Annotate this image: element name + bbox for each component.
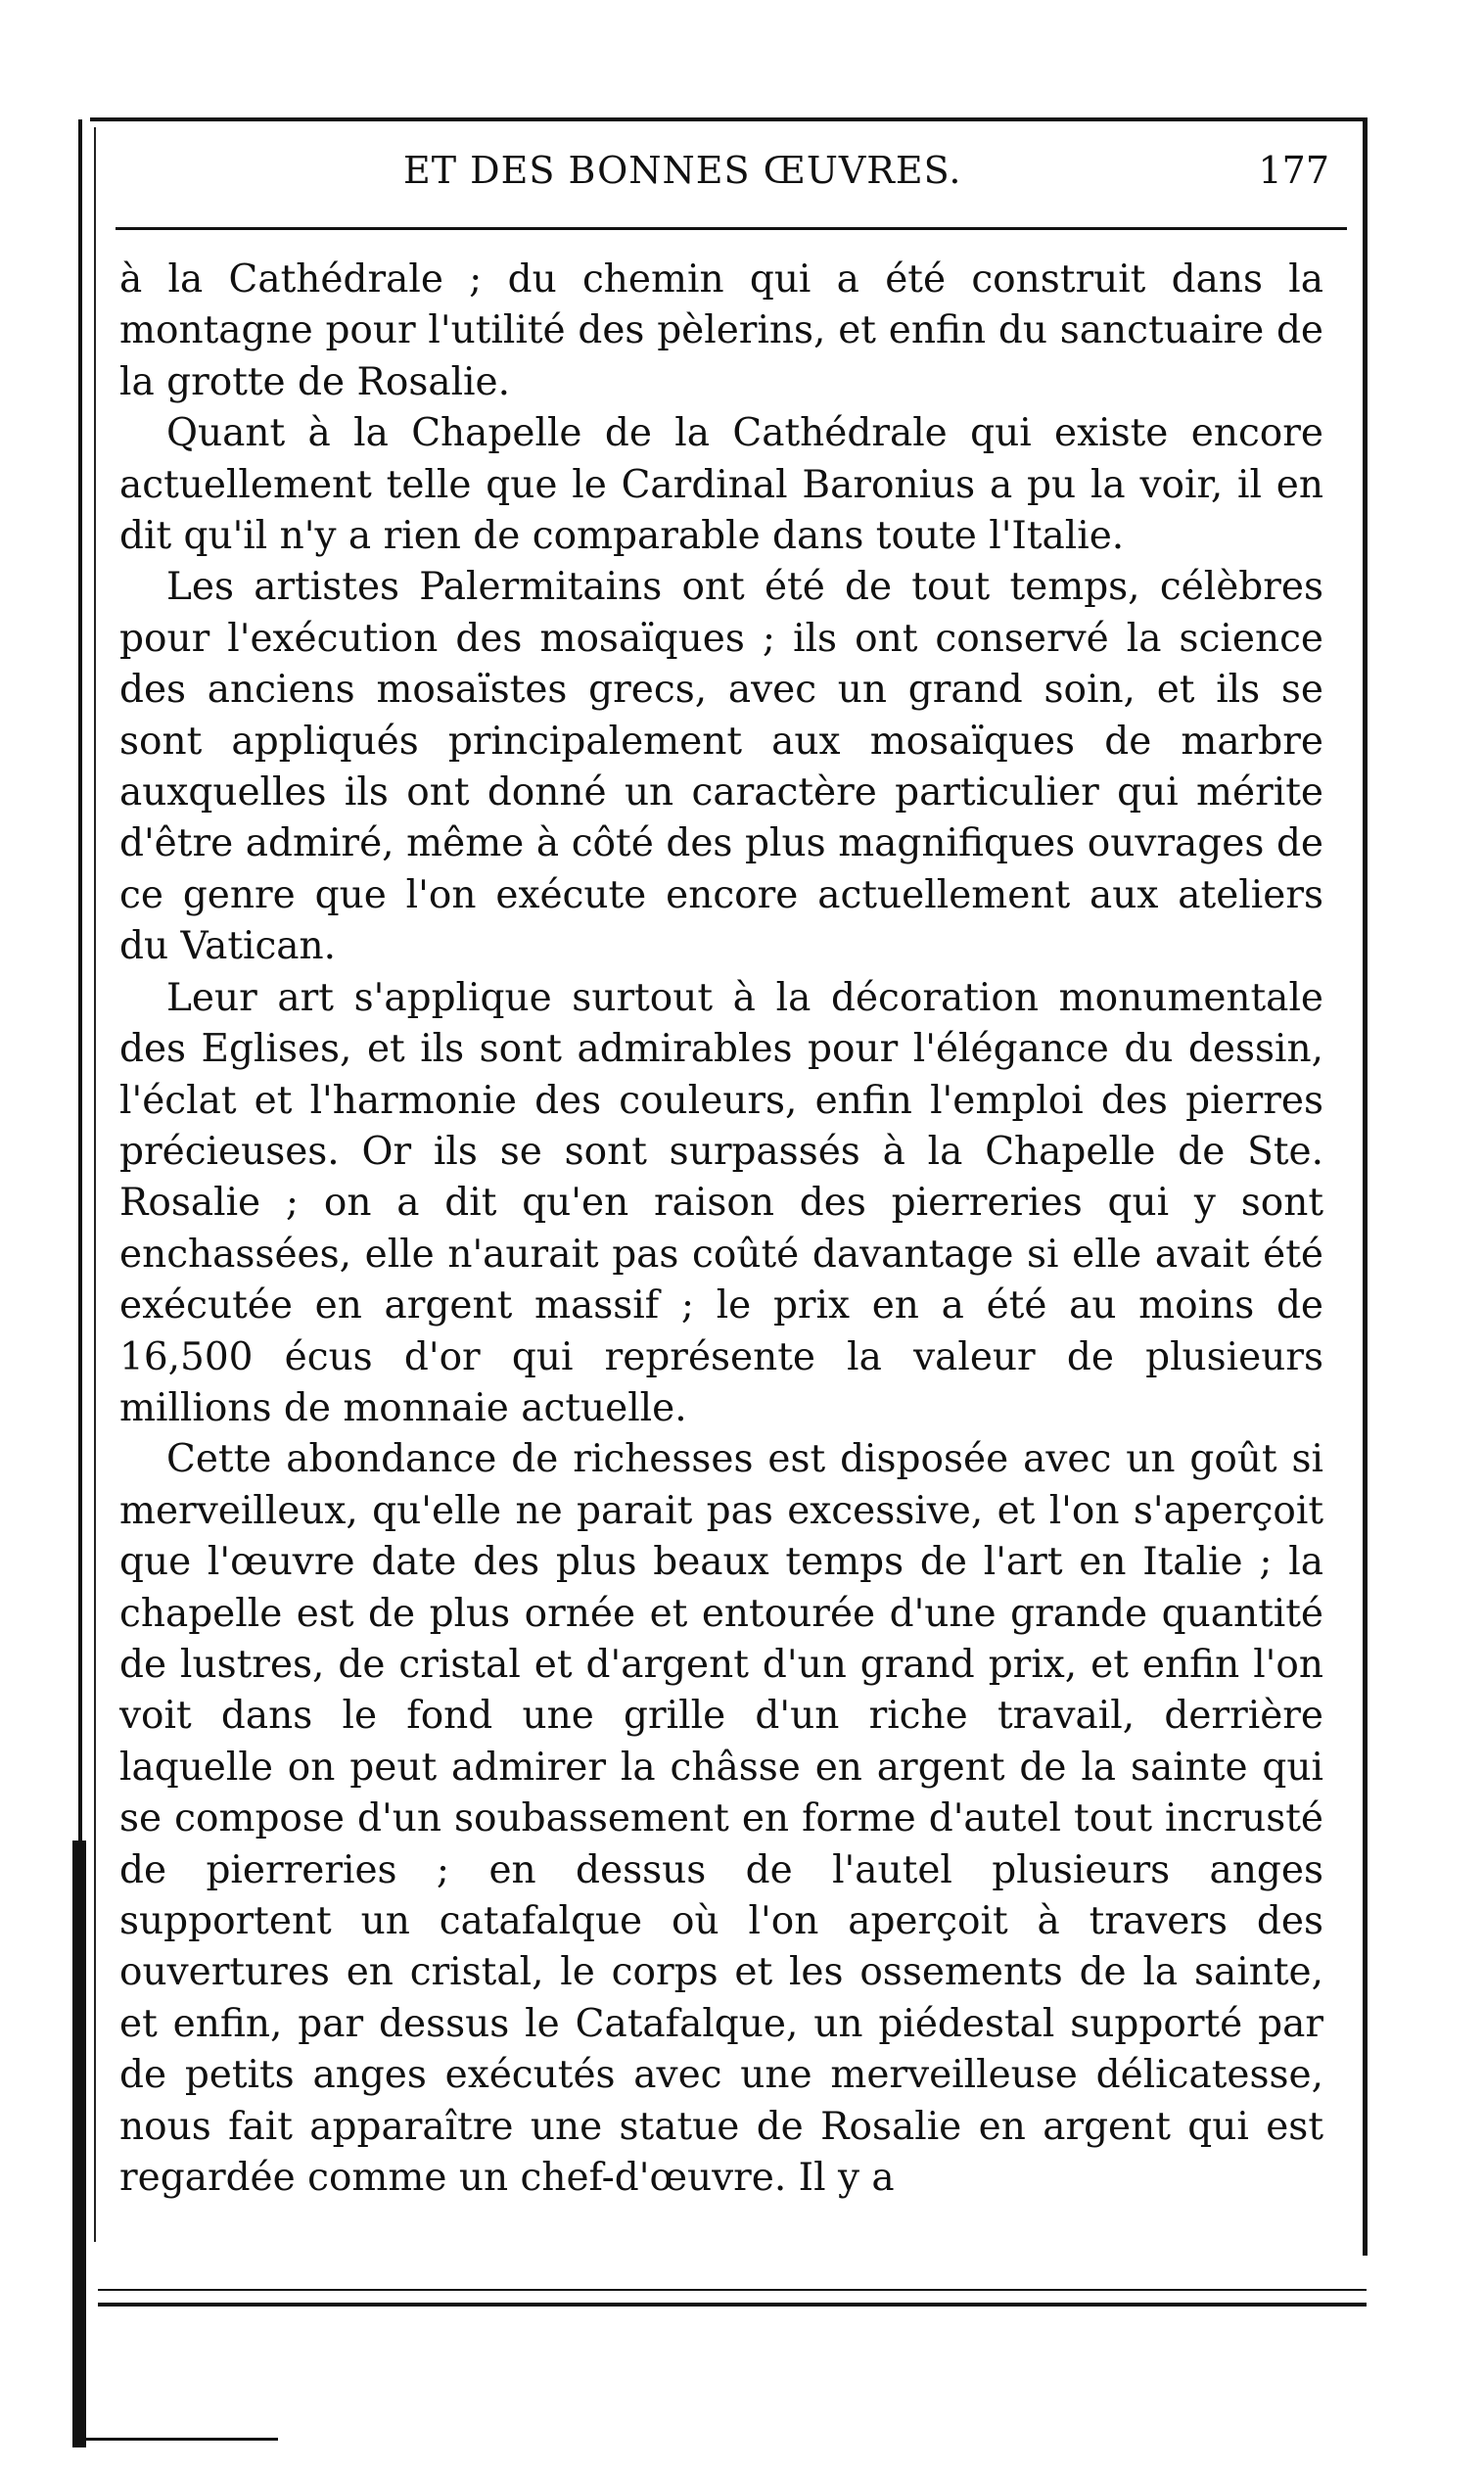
page-number: 177 xyxy=(1258,149,1329,192)
binding-tail xyxy=(82,2438,278,2441)
paragraph-3: Les artistes Palermitains ont été de tout temps, célèbres pour l'exécution des mosaïques ; ils ont conservé la science des anciens mosaïstes grecs, avec un grand soin, et ils se sont appliqués principalement aux mosaïques de marbre auxquelles ils ont donné un caractère particulier qui mérite d'être admiré, même à côté des plus magnifiques ouvrages de ce genre que l'on exécute encore actuellement aux ateliers du Vatican. xyxy=(119,565,1323,969)
paragraph-1: à la Cathédrale ; du chemin qui a été construit dans la montagne pour l'utilité des pèlerins, et enfin du sanctuaire de la grotte de Rosalie. xyxy=(119,257,1323,404)
paragraph-4: Leur art s'applique surtout à la décoration monumentale des Eglises, et ils sont admirables pour l'élégance du dessin, l'éclat et l'harmonie des couleurs, enfin l'emploi des pierres précieuses. Or ils se sont surpassés à la Chapelle de Ste. Rosalie ; on a dit qu'en raison des pierreries qui y sont enchassées, elle n'aurait pas coûté davantage si elle avait été exécutée en argent massif ; le prix en a été au moins de 16,500 écus d'or qui représente la valeur de plusieurs millions de monnaie actuelle. xyxy=(119,975,1323,1430)
header-rule xyxy=(116,227,1347,230)
binding-shadow xyxy=(72,1841,86,2447)
running-head: ET DES BONNES ŒUVRES. xyxy=(403,149,962,192)
paragraph-2: Quant à la Chapelle de la Cathédrale qui existe encore actuellement telle que le Cardinal Baronius a pu la voir, il en dit qu'il n'y a rien de comparable dans toute l'Italie. xyxy=(119,411,1323,559)
body-text xyxy=(119,255,1323,2204)
page-header xyxy=(108,147,1341,206)
footer-rule-double xyxy=(98,2303,1367,2307)
footer-rule xyxy=(98,2289,1367,2291)
paragraph-5: Cette abondance de richesses est disposée avec un goût si merveilleux, qu'elle ne parait pas excessive, et l'on s'aperçoit que l'œuvre date des plus beaux temps de l'art en Italie ; la chapelle est de plus ornée et entourée d'une grande quantité de lustres, de cristal et d'argent d'un grand prix, et enfin l'on voit dans le fond une grille d'un riche travail, derrière laquelle on peut admirer la châsse en argent de la sainte qui se compose d'un soubassement en forme d'autel tout incrusté de pierreries ; en dessus de l'autel plusieurs anges supportent un catafalque où l'on aperçoit à travers des ouvertures en cristal, le corps et les ossements de la sainte, et enfin, par dessus le Catafalque, un piédestal supporté par de petits anges exécutés avec une merveilleuse délicatesse, nous fait apparaître une statue de Rosalie en argent qui est regardée comme un chef-d'œuvre. Il y a xyxy=(119,1437,1323,2201)
